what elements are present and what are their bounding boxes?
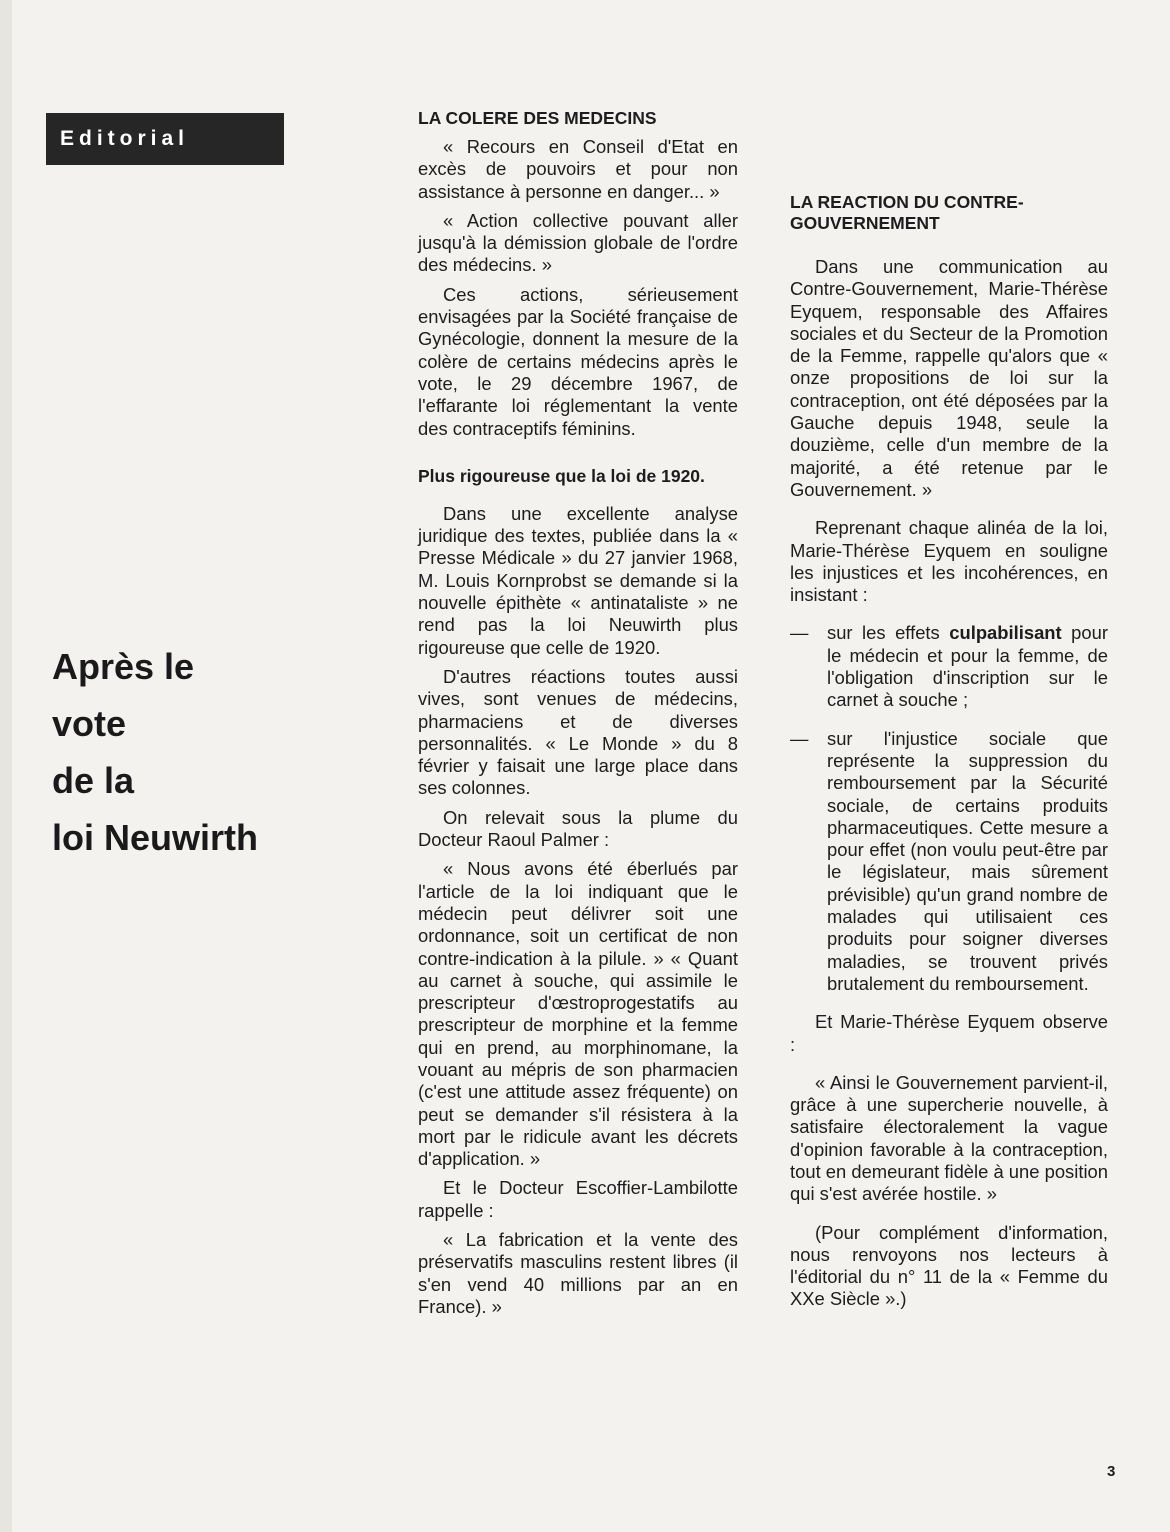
bullet-culpabilisant bbox=[790, 622, 1108, 711]
headline-line-1: Après le bbox=[52, 646, 195, 687]
paragraph-reactions: D'autres réactions toutes aussi vives, sont venues de médecins, pharmaciens et de diverses personnalités. « Le Monde » du 8 février y faisait une large place dans ses colonnes. bbox=[418, 665, 738, 799]
section-heading-reaction: LA REACTION DU CONTRE-GOUVERNEMENT bbox=[790, 192, 1024, 233]
page-number: 3 bbox=[1107, 1463, 1116, 1480]
emphasis-culpabilisant: culpabilisant bbox=[949, 622, 1062, 644]
bullet-injustice bbox=[790, 728, 1108, 996]
quote-preservatifs: « La fabrication et la vente des préservatifs masculins restent libres (il s'en vend 40 millions par an en France). » bbox=[418, 1229, 738, 1317]
paragraph-palmer-intro: On relevait sous la plume du Docteur Raoul Palmer : bbox=[418, 806, 738, 851]
headline-line-2: vote bbox=[52, 703, 127, 744]
quote-gouvernement: « Ainsi le Gouvernement parvient-il, grâce à une supercherie nouvelle, à satisfaire électoralement la vague d'opinion favorable à la contraception, tout en demeurant fidèle à une position qui s'est avérée hostile. » bbox=[790, 1071, 1108, 1205]
paragraph-communication: Dans une communication au Contre-Gouvernement, Marie-Thérèse Eyquem, responsable des Affaires sociales et du Secteur de la Promotion de la Femme, rappelle qu'alors que « onze propositions de loi sur la contraception, ont été déposées par la Gauche depuis 1948, seule la douzième, celle d'un membre de la majorité, a été retenue par le Gouvernement. » bbox=[790, 256, 1108, 500]
paragraph-reprenant: Reprenant chaque alinéa de la loi, Marie-Thérèse Eyquem en souligne les injustices et les incohérences, en insistant : bbox=[790, 517, 1108, 606]
paragraph-actions: Ces actions, sérieusement envisagées par la Société française de Gynécologie, donnent la mesure de la colère de certains médecins après le vote, le 29 décembre 1967, de l'effarante loi réglementant la vente des contraceptifs féminins. bbox=[418, 283, 738, 439]
quote-recours: « Recours en Conseil d'Etat en excès de pouvoirs et pour non assistance à personne en danger... » bbox=[418, 136, 738, 202]
editorial-label: Editorial bbox=[46, 113, 284, 165]
page-edge-shadow bbox=[0, 0, 12, 1532]
paragraph-observe: Et Marie-Thérèse Eyquem observe : bbox=[790, 1011, 1108, 1055]
article-column-1 bbox=[418, 108, 738, 1318]
headline-line-3: de la bbox=[52, 760, 135, 801]
bullet-text: sur les effets culpabilisant pour le médecin et pour la femme, de l'obligation d'inscription sur le carnet à souche ; bbox=[827, 622, 1108, 711]
bullet-dash: — bbox=[790, 727, 809, 749]
bullet-text: sur l'injustice sociale que représente la suppression du remboursement par la Sécurité sociale, de certains produits pharmaceutiques. Cette mesure a pour effet (non voulu peut-être par le législateur, mais sûrement prévisible) qu'un grand nombre de malades qui utilisaient ces produits pour soigner diverses maladies, se trouvent privés brutalement du remboursement. bbox=[827, 727, 1108, 994]
article-column-2 bbox=[790, 103, 1108, 1311]
headline-line-4: loi Neuwirth bbox=[52, 817, 258, 858]
quote-action: « Action collective pouvant aller jusqu'à la démission globale de l'ordre des médecins. » bbox=[418, 209, 738, 276]
quote-palmer: « Nous avons été éberlués par l'article de la loi indiquant que le médecin peut délivrer soit une ordonnance, soit un certificat de non contre-indication à la pilule. » « Quant au carnet à souche, qui assimile le prescripteur d'œstroprogestatifs au prescripteur de morphine et la femme qui en prend, au morphinomane, la vouant au mépris de son pharmacien (c'est une attitude assez fréquente) on peut se demander s'il résistera à la mort par le ridicule avant les décrets d'application. » bbox=[418, 858, 738, 1170]
paragraph-analyse: Dans une excellente analyse juridique des textes, publiée dans la « Presse Médicale » du 27 janvier 1968, M. Louis Kornprobst se demande si la nouvelle épithète « antinataliste » ne rend pas la loi Neuwirth plus rigoureuse que celle de 1920. bbox=[418, 502, 738, 658]
subheading-1920: Plus rigoureuse que la loi de 1920. bbox=[418, 465, 705, 486]
bullet-dash: — bbox=[790, 622, 809, 644]
section-heading-colere: LA COLERE DES MEDECINS bbox=[418, 108, 657, 128]
paragraph-escoffier-intro: Et le Docteur Escoffier-Lambilotte rappelle : bbox=[418, 1177, 738, 1221]
headline bbox=[52, 638, 352, 866]
paragraph-complement: (Pour complément d'information, nous renvoyons nos lecteurs à l'éditorial du n° 11 de la « Femme du XXe Siècle ».) bbox=[790, 1221, 1108, 1310]
